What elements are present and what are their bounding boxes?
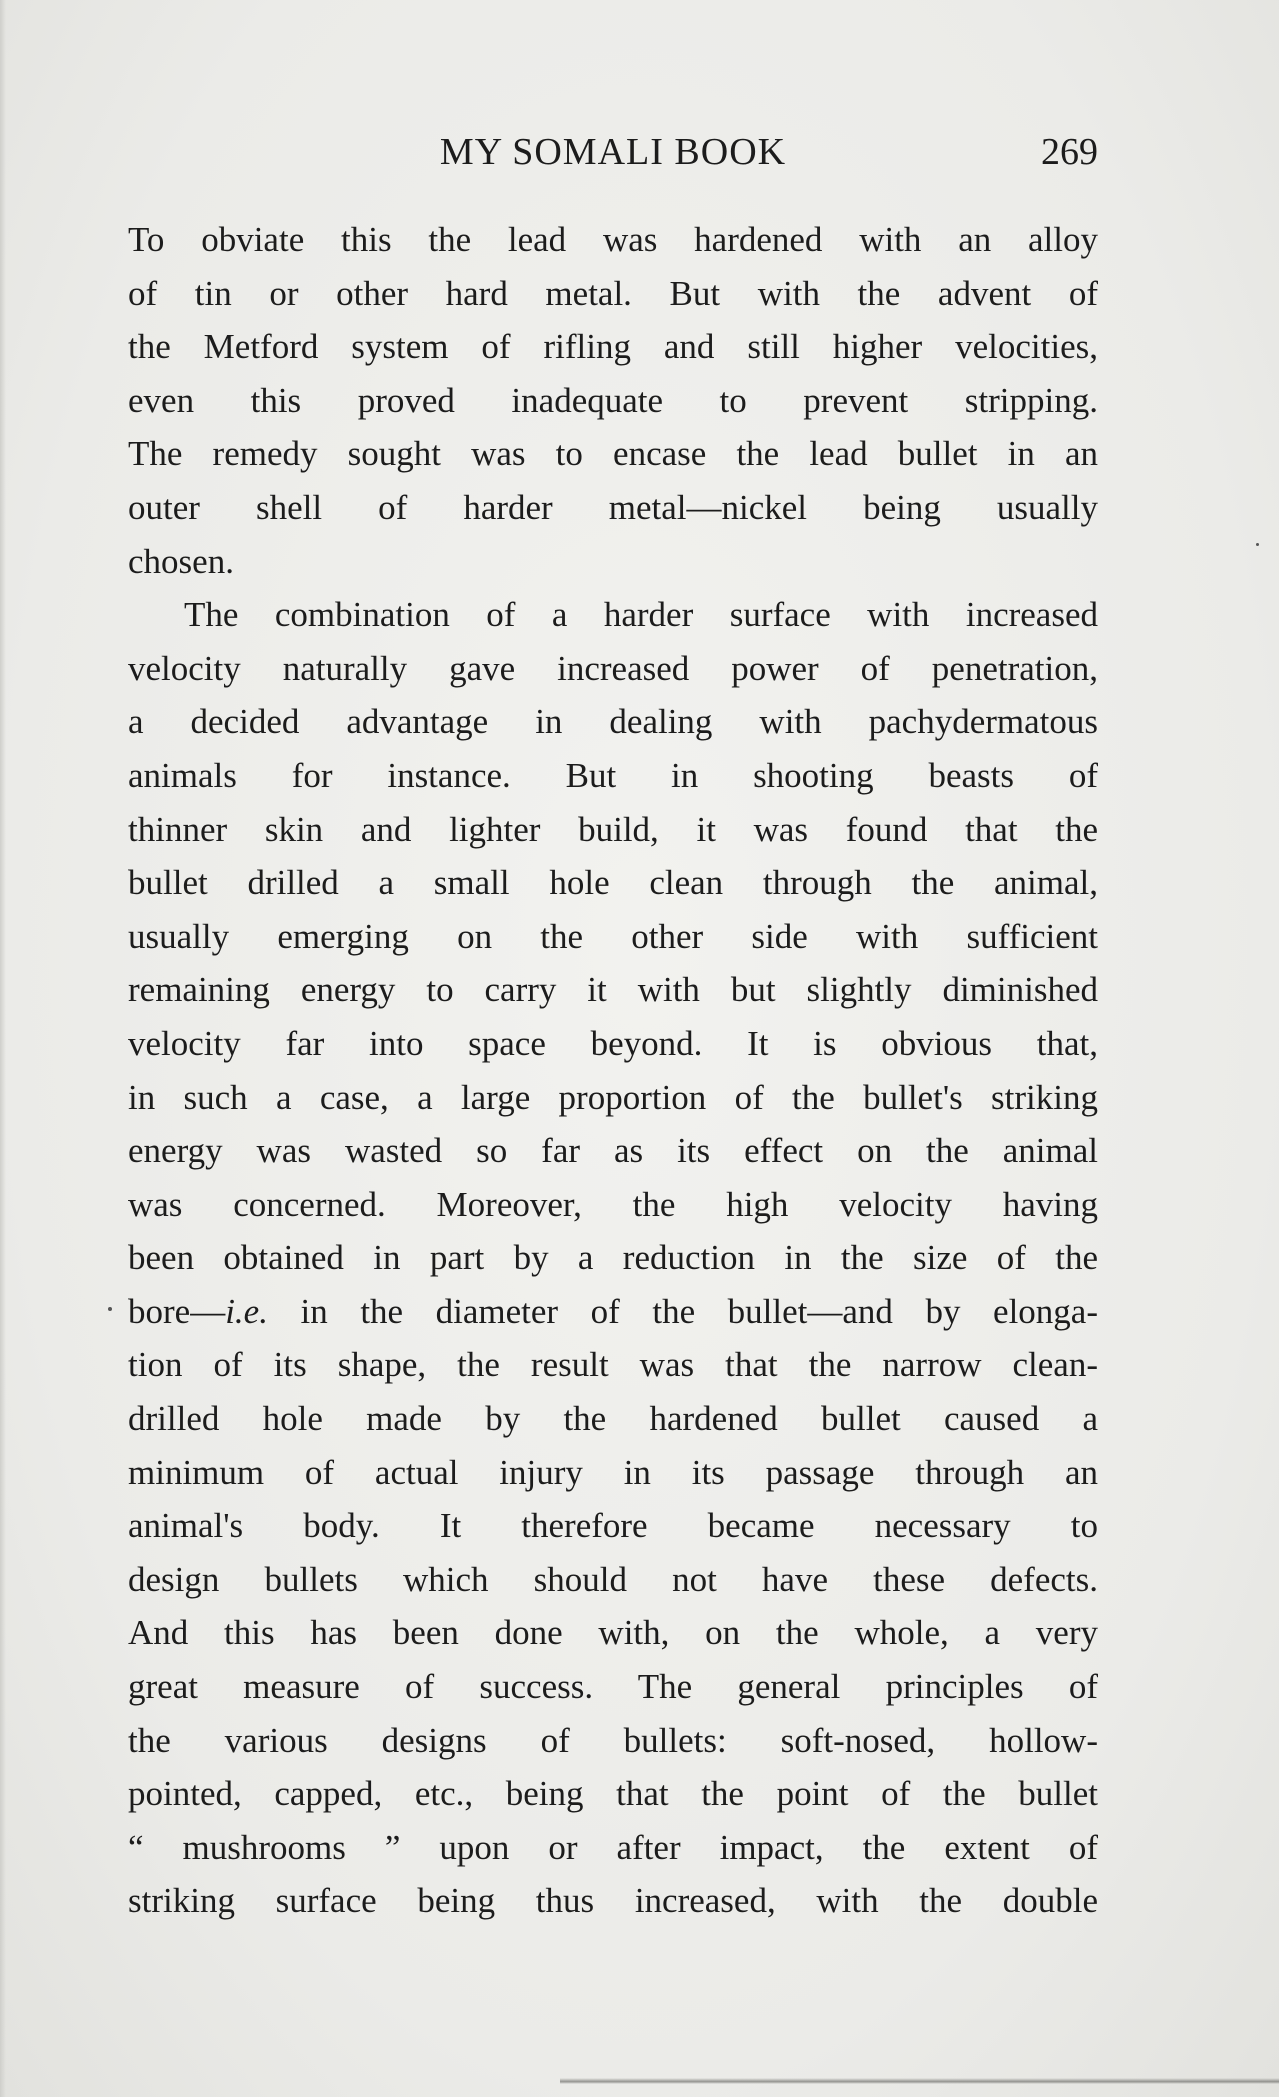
text-line: The remedy sought was to encase the lead bullet in an	[128, 434, 1098, 474]
text-line: design bullets which should not have these defects.	[128, 1559, 1098, 1599]
text-line: tion of its shape, the result was that the narrow clean-	[128, 1345, 1098, 1385]
text-line: minimum of actual injury in its passage through an	[128, 1452, 1098, 1492]
text-line: great measure of success. The general principles of	[128, 1667, 1098, 1707]
text-line: animal's body. It therefore became necessary to	[128, 1506, 1098, 1546]
text-line: striking surface being thus increased, with the double	[128, 1881, 1098, 1921]
text-line: been obtained in part by a reduction in the size of the	[128, 1238, 1098, 1278]
text-line: The combination of a harder surface with increased	[184, 595, 1098, 635]
text-line: To obviate this the lead was hardened with an alloy	[128, 220, 1098, 259]
text-line: even this proved inadequate to prevent stripping.	[128, 380, 1098, 420]
text-line: in such a case, a large proportion of the bullet's striking	[128, 1077, 1098, 1117]
text-line: pointed, capped, etc., being that the point of the bullet	[128, 1774, 1098, 1814]
ink-speck	[1256, 543, 1259, 546]
page-bottom-edge	[560, 2078, 1279, 2084]
text-line: the Metford system of rifling and still higher velocities,	[128, 327, 1098, 367]
italic-abbreviation: i.e.	[225, 1291, 268, 1331]
text-line: was concerned. Moreover, the high velocity having	[128, 1184, 1098, 1224]
text-line: usually emerging on the other side with sufficient	[128, 916, 1098, 956]
text-line: bore—i.e. in the diameter of the bullet—and by elonga-	[128, 1291, 1098, 1331]
text-line: And this has been done with, on the whole, a very	[128, 1613, 1098, 1653]
text-line: a decided advantage in dealing with pachydermatous	[128, 702, 1098, 742]
page-edge-shadow	[0, 0, 6, 2097]
text-line: remaining energy to carry it with but slightly diminished	[128, 970, 1098, 1010]
text-line: energy was wasted so far as its effect on the animal	[128, 1131, 1098, 1171]
text-line: thinner skin and lighter build, it was found that the	[128, 809, 1098, 849]
text-line: chosen.	[128, 541, 234, 581]
running-head: MY SOMALI BOOK	[439, 131, 787, 173]
text-line: velocity naturally gave increased power of penetration,	[128, 648, 1098, 688]
text-line: velocity far into space beyond. It is obvious that,	[128, 1023, 1098, 1063]
page-header	[128, 130, 1098, 180]
text-line: drilled hole made by the hardened bullet caused a	[128, 1399, 1098, 1439]
ink-speck	[108, 1307, 112, 1311]
text-line: “ mushrooms ” upon or after impact, the extent of	[128, 1827, 1098, 1867]
body-text	[128, 213, 1098, 1928]
text-line: outer shell of harder metal—nickel being usually	[128, 487, 1098, 527]
text-line: of tin or other hard metal. But with the advent of	[128, 273, 1098, 313]
text-line: bullet drilled a small hole clean through the animal,	[128, 863, 1098, 903]
page-number: 269	[1041, 131, 1098, 173]
text-line: the various designs of bullets: soft-nosed, hollow-	[128, 1720, 1098, 1760]
text-line: animals for instance. But in shooting beasts of	[128, 755, 1098, 795]
